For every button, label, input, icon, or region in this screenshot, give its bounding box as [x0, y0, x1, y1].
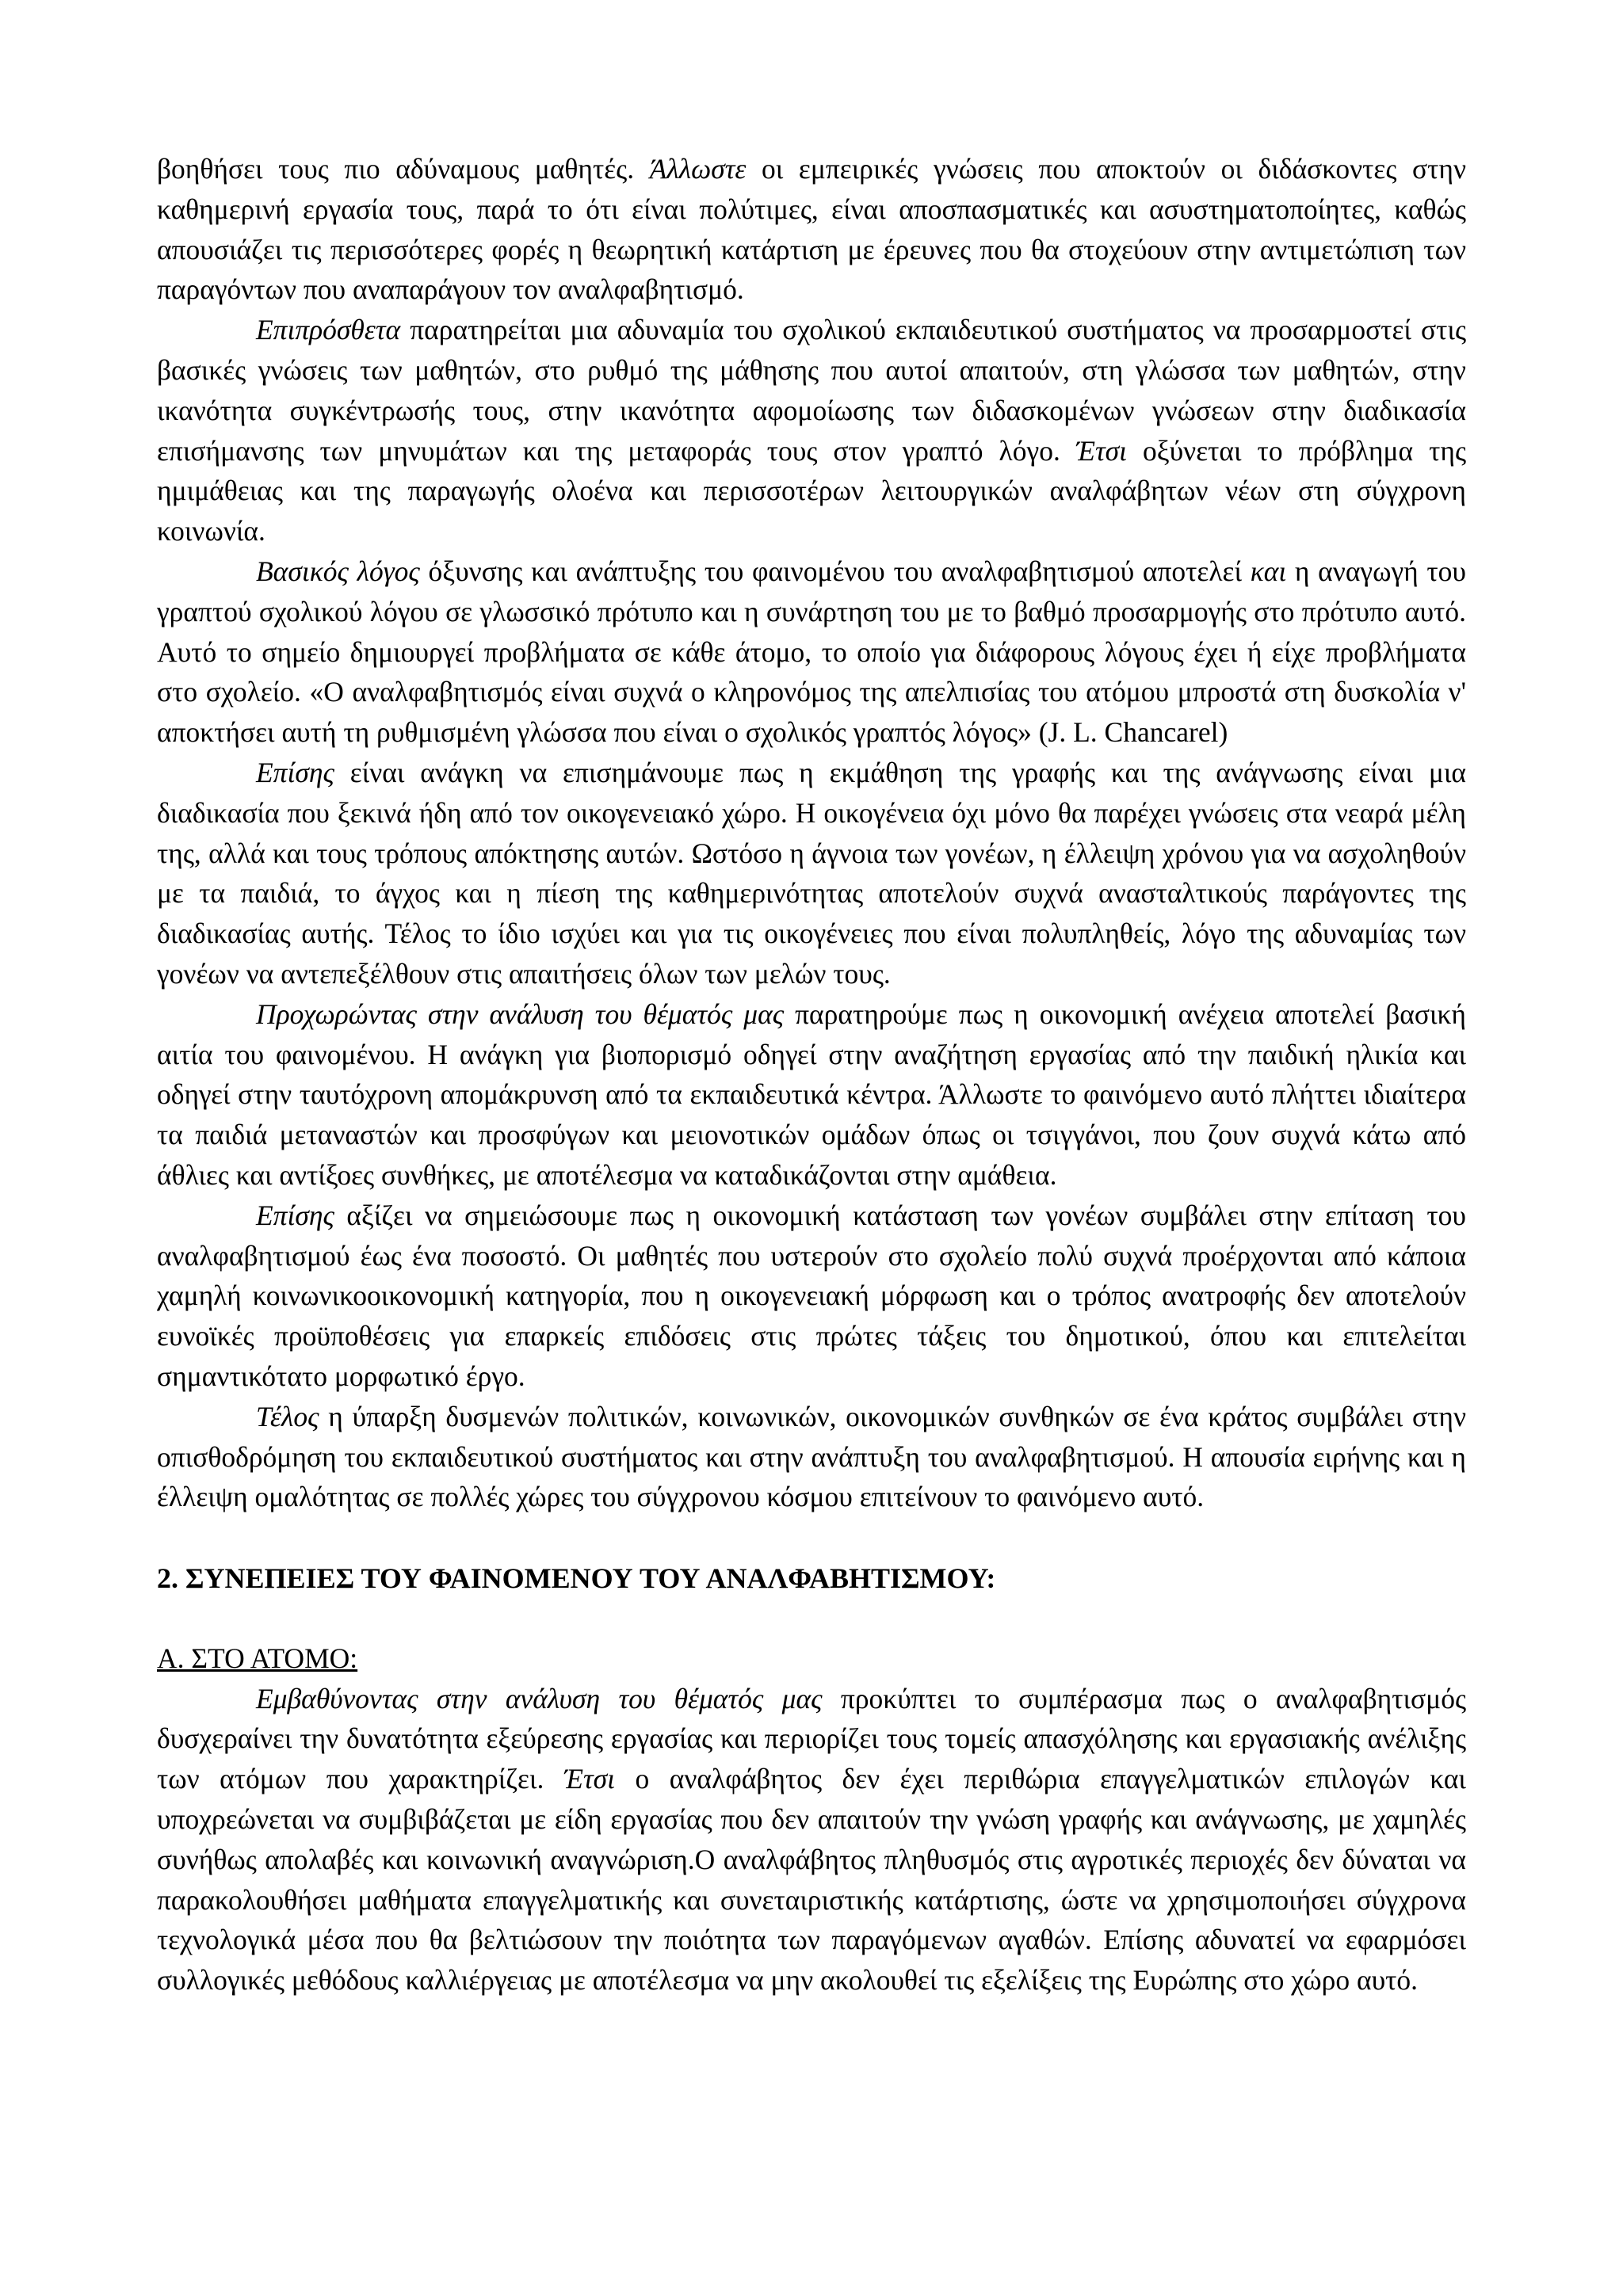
italic-text-run: Επίσης: [256, 756, 334, 788]
text-run: οι εμπειρικές γνώσεις που αποκτούν οι διδάσκοντες στην καθημερινή εργασία τους, παρά το ότι είναι πολύτιμες, είναι αποσπασματικές και ασυστηματοποίητες, καθώς απουσιάζει τις περισσότερες φορές η θεωρητική κατάρτιση με έρευνες που θα στοχεύουν στην αντιμετώπιση των παραγόντων που αναπαράγουν τον αναλφαβητισμό.: [157, 153, 1466, 306]
paragraph: [157, 1679, 1466, 2000]
italic-text-run: Άλλωστε: [649, 153, 747, 185]
paragraph: [157, 149, 1466, 310]
text-run: παρατηρούμε πως η οικονομική ανέχεια αποτελεί βασική αιτία του φαινομένου. Η ανάγκη για βιοπορισμό οδηγεί στην αναζήτηση εργασίας από την παιδική ηλικία και οδηγεί στην ταυτόχρονη απομάκρυνση από τα εκπαιδευτικά κέντρα. Άλλωστε το φαινόμενο αυτό πλήττει ιδιαίτερα τα παιδιά μεταναστών και προσφύγων και μειονοτικών ομάδων όπως οι τσιγγάνοι, που ζουν συχνά κάτω από άθλιες και αντίξοες συνθήκες, με αποτέλεσμα να καταδικάζονται στην αμάθεια.: [157, 997, 1466, 1191]
text-run: αξίζει να σημειώσουμε πως η οικονομική κατάσταση των γονέων συμβάλει στην επίταση του αναλφαβητισμού έως ένα ποσοστό. Οι μαθητές που υστερούν στο σχολείο πολύ συχνά προέρχονται από κάποια χαμηλή κοινωνικοοικονομική κατηγορία, που η οικογενειακή μόρφωση και ο τρόπος ανατροφής δεν αποτελούν ευνοϊκές προϋποθέσεις για επαρκείς επιδόσεις στις πρώτες τάξεις του δημοτικού, όπου και επιτελείται σημαντικότατο μορφωτικό έργο.: [157, 1199, 1466, 1392]
text-run: προκύπτει το συμπέρασμα πως ο αναλφαβητισμός δυσχεραίνει την δυνατότητα εξεύρεσης εργασίας και περιορίζει τους τομείς απασχόλησης και εργασιακής ανέλιξης των ατόμων που χαρακτηρίζει.: [157, 1682, 1467, 1795]
text-run: παρατηρείται μια αδυναμία του σχολικού εκπαιδευτικού συστήματος να προσαρμοστεί στις βασικές γνώσεις των μαθητών, στο ρυθμό της μάθησης που αυτοί απαιτούν, στη γλώσσα των μαθητών, στην ικανότητα συγκέντρωσής τους, στην ικανότητα αφομοίωσης των διδασκομένων γνώσεων στην διαδικασία επισήμανσης των μηνυμάτων και της μεταφοράς τους στον γραπτό λόγο.: [157, 314, 1466, 467]
italic-text-run: Βασικός λόγος: [256, 555, 420, 587]
text-run: όξυνσης και ανάπτυξης του φαινομένου του αναλφαβητισμού αποτελεί: [419, 555, 1251, 587]
text-run: οξύνεται το πρόβλημα της ημιμάθειας και της παραγωγής ολοένα και περισσοτέρων λειτουργικών αναλφάβητων νέων στη σύγχρονη κοινωνία.: [157, 434, 1466, 547]
document-page: [157, 149, 1466, 2000]
italic-text-run: Έτσι: [1075, 434, 1128, 467]
text-run: η αναγωγή του γραπτού σχολικού λόγου σε γλωσσικό πρότυπο και η συνάρτηση του με το βαθμό προσαρμογής στο πρότυπο αυτό. Αυτό το σημείο δημιουργεί προβλήματα σε κάθε άτομο, το οποίο για διάφορους λόγους έχει ή είχε προβλήματα στο σχολείο. «Ο αναλφαβητισμός είναι συχνά ο κληρονόμος της απελπισίας του ατόμου μπροστά στη δυσκολία ν' αποκτήσει αυτή τη ρυθμισμένη γλώσσα που είναι ο σχολικός γραπτός λόγος» (J. L. Chancarel): [157, 555, 1466, 749]
paragraph: [157, 551, 1466, 753]
italic-text-run: Επίσης: [256, 1199, 334, 1231]
subsection-heading: Α. ΣΤΟ ΑΤΟΜΟ:: [157, 1642, 358, 1674]
text-run: η ύπαρξη δυσμενών πολιτικών, κοινωνικών, οικονομικών συνθηκών σε ένα κράτος συμβάλει στην οπισθοδρόμηση του εκπαιδευτικού συστήματος και στην ανάπτυξη του αναλφαβητισμού. Η απουσία ειρήνης και η έλλειψη ομαλότητας σε πολλές χώρες του σύγχρονου κόσμου επιτείνουν το φαινόμενο αυτό.: [157, 1400, 1466, 1513]
italic-text-run: Τέλος: [256, 1400, 319, 1432]
paragraph: [157, 994, 1466, 1196]
italic-text-run: και: [1250, 555, 1287, 587]
paragraph: [157, 310, 1466, 551]
paragraph: [157, 753, 1466, 994]
text-run: είναι ανάγκη να επισημάνουμε πως η εκμάθηση της γραφής και της ανάγνωσης είναι μια διαδικασία που ξεκινά ήδη από τον οικογενειακό χώρο. Η οικογένεια όχι μόνο θα παρέχει γνώσεις στα νεαρά μέλη της, αλλά και τους τρόπους απόκτησης αυτών. Ωστόσο η άγνοια των γονέων, η έλλειψη χρόνου για να ασχοληθούν με τα παιδιά, το άγχος και η πίεση της καθημερινότητας αποτελούν συχνά ανασταλτικούς παράγοντες της διαδικασίας αυτής. Τέλος το ίδιο ισχύει και για τις οικογένειες που είναι πολυπληθείς, λόγο της αδυναμίας των γονέων να αντεπεξέλθουν στις απαιτήσεις όλων των μελών τους.: [157, 756, 1466, 990]
text-run: βοηθήσει τους πιο αδύναμους μαθητές.: [157, 153, 650, 185]
italic-text-run: Έτσι: [563, 1763, 616, 1795]
paragraph: [157, 1196, 1466, 1397]
text-run: ο αναλφάβητος δεν έχει περιθώρια επαγγελματικών επιλογών και υποχρεώνεται να συμβιβάζεται με είδη εργασίας που δεν απαιτούν την γνώση γραφής και ανάγνωσης, με χαμηλές συνήθως απολαβές και κοινωνική αναγνώριση.Ο αναλφάβητος πληθυσμός στις αγροτικές περιοχές δεν δύναται να παρακολουθήσει μαθήματα επαγγελματικής και συνεταιριστικής κατάρτισης, ώστε να χρησιμοποιήσει σύγχρονα τεχνολογικά μέσα που θα βελτιώσουν την ποιότητα των παραγόμενων αγαθών. Επίσης αδυνατεί να εφαρμόσει συλλογικές μεθόδους καλλιέργειας με αποτέλεσμα να μην ακολουθεί τις εξελίξεις της Ευρώπης στο χώρο αυτό.: [157, 1763, 1466, 1997]
italic-text-run: Προχωρώντας στην ανάλυση του θέματός μας: [256, 997, 785, 1030]
paragraph: [157, 1397, 1466, 1517]
italic-text-run: Εμβαθύνοντας στην ανάλυση του θέματός μας: [256, 1682, 823, 1714]
italic-text-run: Επιπρόσθετα: [256, 314, 401, 346]
section-heading: 2. ΣΥΝΕΠΕΙΕΣ ΤΟΥ ΦΑΙΝΟΜΕΝΟΥ ΤΟΥ ΑΝΑΛΦΑΒΗΤΙΣΜΟΥ:: [157, 1562, 996, 1595]
